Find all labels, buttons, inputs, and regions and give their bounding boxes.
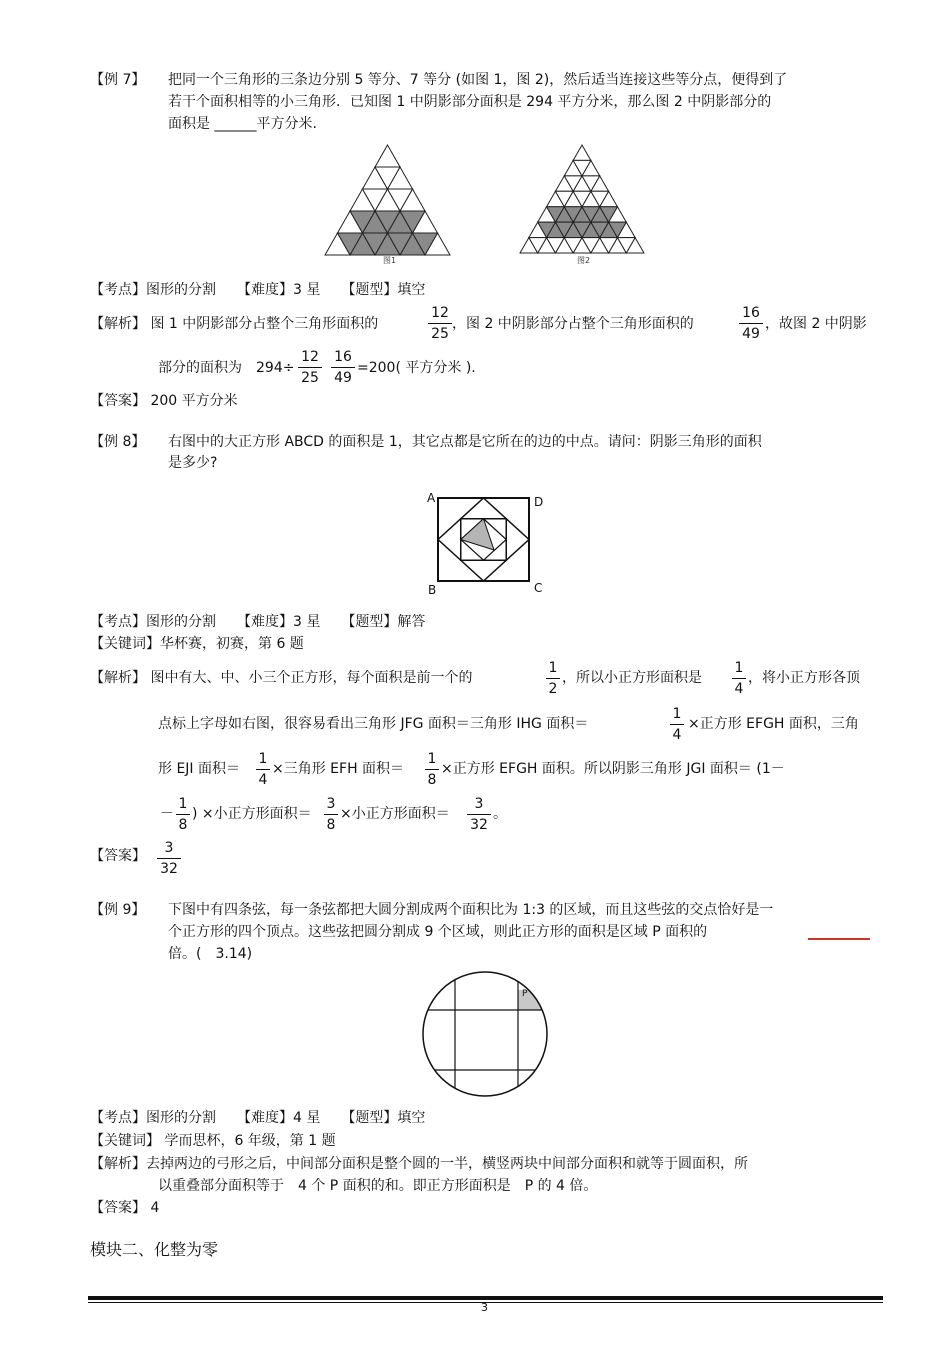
grid-triangle (573, 145, 591, 160)
triangle-figure-1 (325, 145, 450, 255)
example-8-solution-4c: ×小正方形面积＝ (340, 806, 450, 822)
fraction-1-4-c: 1 4 (256, 750, 270, 789)
example-7-solution-c: ，故图 2 中阴影 (765, 316, 867, 332)
example-7-line-2: 若干个面积相等的小三角形．已知图 1 中阴影部分面积是 294 平方分米，那么图 2 中阴影部分的 (168, 94, 772, 110)
example-8-line-1: 右图中的大正方形 ABCD 的面积是 1，其它点都是它所在的边的中点。请问：阴影三角形的面积 (168, 434, 762, 450)
fraction-1-2: 1 2 (546, 659, 560, 698)
fraction-3-8: 3 8 (324, 795, 338, 834)
fraction-12-25-b: 12 25 (298, 348, 322, 387)
fraction-16-49: 16 49 (739, 304, 763, 343)
example-8-tag: 【例 8】 (90, 434, 146, 450)
answer-blank[interactable] (808, 938, 870, 940)
example-8-solution-1c: ，将小正方形各顶 (748, 670, 860, 686)
example-9-answer: 【答案】 4 (90, 1200, 160, 1216)
example-9-tag: 【例 9】 (90, 902, 146, 918)
example-9-solution-2: 以重叠部分面积等于 4 个 P 面积的和。即正方形面积是 P 的 4 倍。 (158, 1178, 598, 1194)
example-9-keywords: 【关键词】 学而思杯，6 年级，第 1 题 (90, 1133, 336, 1149)
grid-triangle (375, 145, 400, 167)
module-heading: 模块二、化整为零 (90, 1240, 219, 1259)
example-8-solution-3a: 形 EJI 面积＝ (158, 761, 241, 777)
region-p-label: P (522, 989, 528, 999)
example-8-solution-2a: 点标上字母如右图，很容易看出三角形 JFG 面积＝三角形 IHG 面积＝ (158, 716, 589, 732)
fraction-1-4-b: 1 4 (670, 705, 684, 744)
example-8-answer-label: 【答案】 (90, 848, 146, 864)
label-c: C (534, 581, 543, 595)
figure-2-caption: 图2 (577, 256, 591, 265)
example-8-solution-3b: ×三角形 EFH 面积＝ (272, 761, 405, 777)
example-7-solution-d: 部分的面积为 294÷ (158, 360, 295, 376)
example-9-line-2: 个正方形的四个顶点。这些弦把圆分割成 9 个区域，则此正方形的面积是区域 P 面积的 (168, 924, 708, 940)
example-8-solution-4a: － (160, 806, 174, 822)
fraction-1-8-b: 1 8 (176, 795, 190, 834)
example-7-line-3: 面积是 ______平方分米. (168, 116, 317, 132)
example-8-line-2: 是多少? (168, 455, 218, 471)
page-number: 3 (481, 1301, 488, 1314)
example-8-solution-2b: ×正方形 EFGH 面积，三角 (688, 716, 859, 732)
example-7-answer: 【答案】 200 平方分米 (90, 393, 238, 409)
example-9-line-3: 倍。( 3.14) (168, 946, 253, 962)
example-9-line-1: 下图中有四条弦，每一条弦都把大圆分割成两个面积比为 1:3 的区域，而且这些弦的交点恰好是一 (168, 902, 774, 918)
figure-1-caption: 图1 (383, 256, 397, 265)
example-8-solution-1b: ，所以小正方形面积是 (562, 670, 702, 686)
example-8-keywords: 【关键词】华杯赛，初赛，第 6 题 (90, 636, 304, 652)
label-d: D (534, 495, 544, 509)
example-7-solution-a: 【解析】 图 1 中阴影部分占整个三角形面积的 (90, 316, 379, 332)
fraction-1-4: 1 4 (732, 659, 746, 698)
example-7-tag: 【例 7】 (90, 72, 146, 88)
answer-fraction-3-32: 3 32 (157, 839, 181, 878)
example-7-line-1: 把同一个三角形的三条边分别 5 等分、7 等分 (如图 1，图 2)，然后适当连接这些等分点，便得到了 (168, 72, 788, 88)
example-9-meta: 【考点】图形的分割 【难度】4 星 【题型】填空 (90, 1110, 426, 1126)
fraction-1-8: 1 8 (425, 750, 439, 789)
example-8-solution-4d: 。 (493, 806, 507, 822)
label-b: B (428, 583, 437, 597)
fraction-16-49-b: 16 49 (331, 348, 355, 387)
example-8-solution-4b: ) ×小正方形面积＝ (192, 806, 312, 822)
label-a: A (427, 491, 436, 505)
example-9-solution-1: 【解析】去掉两边的弓形之后，中间部分面积是整个圆的一半，横竖两块中间部分面积和就等于圆面积，所 (90, 1156, 748, 1172)
example-7-solution-e: =200( 平方分米 ). (357, 360, 476, 376)
fraction-12-25: 12 25 (428, 304, 452, 343)
fraction-3-32: 3 32 (467, 795, 491, 834)
example-8-solution-3c: ×正方形 EFGH 面积。所以阴影三角形 JGI 面积＝ (1－ (441, 761, 785, 777)
example-7-solution-b: ，图 2 中阴影部分占整个三角形面积的 (452, 316, 694, 332)
example-7-meta: 【考点】图形的分割 【难度】3 星 【题型】填空 (90, 282, 426, 298)
circle-chords-figure (420, 972, 550, 1102)
example-8-solution-1a: 【解析】 图中有大、中、小三个正方形，每个面积是前一个的 (90, 670, 473, 686)
example-8-meta: 【考点】图形的分割 【难度】3 星 【题型】解答 (90, 614, 426, 630)
triangle-figure-2 (520, 145, 644, 253)
